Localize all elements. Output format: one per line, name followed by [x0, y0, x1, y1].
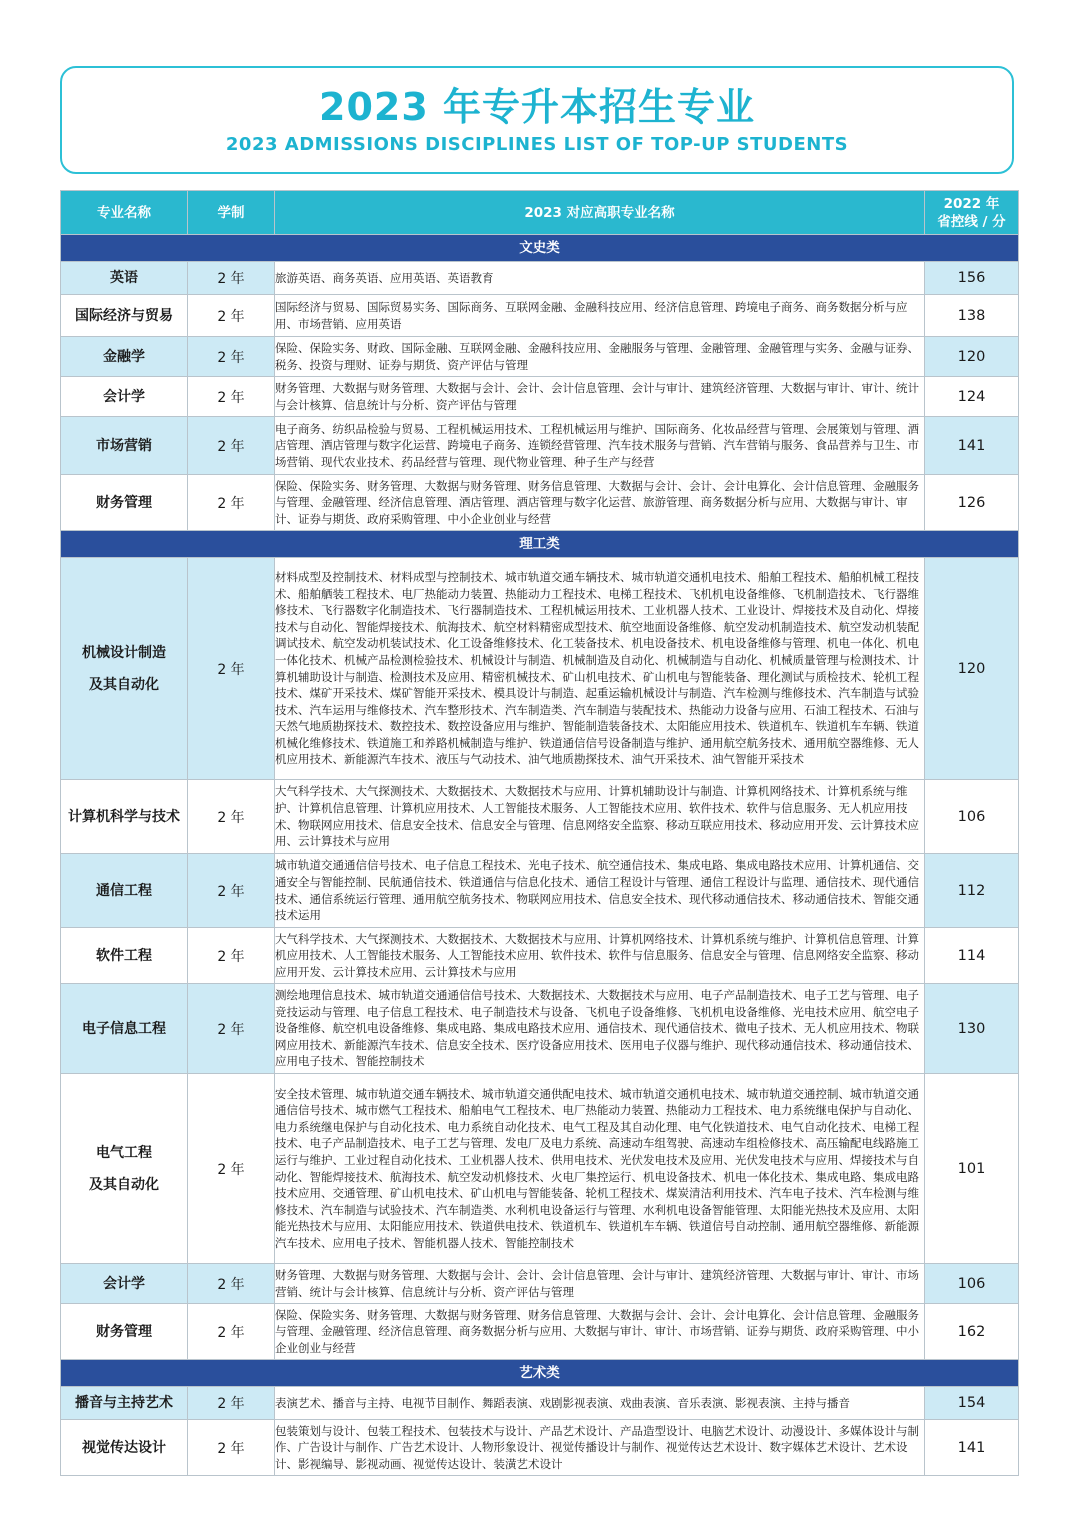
- page-title: 2023 年专升本招生专业: [319, 85, 755, 129]
- title-box: [60, 66, 1014, 174]
- category-label: 艺术类: [61, 1360, 1019, 1387]
- corresponding-majors: 旅游英语、商务英语、应用英语、英语教育: [275, 262, 925, 295]
- admissions-table: [60, 190, 1019, 1476]
- study-years: 2 年: [188, 1264, 275, 1304]
- corresponding-majors: 保险、保险实务、财政、国际金融、互联网金融、金融科技应用、金融服务与管理、金融管理、金融管理与实务、金融与证券、税务、投资与理财、证券与期货、资产评估与管理: [275, 337, 925, 377]
- page-subtitle: 2023 ADMISSIONS DISCIPLINES LIST OF TOP-UP STUDENTS: [225, 134, 849, 155]
- table-row: [61, 1264, 1019, 1304]
- control-score: 124: [925, 377, 1019, 417]
- control-score: 126: [925, 475, 1019, 531]
- table-row: [61, 984, 1019, 1074]
- study-years: 2 年: [188, 262, 275, 295]
- control-score: 130: [925, 984, 1019, 1074]
- category-row: [61, 235, 1019, 262]
- control-score: 141: [925, 1420, 1019, 1476]
- table-row: [61, 1420, 1019, 1476]
- control-score: 101: [925, 1074, 1019, 1264]
- study-years: 2 年: [188, 1074, 275, 1264]
- corresponding-majors: 大气科学技术、大气探测技术、大数据技术、大数据技术与应用、计算机辅助设计与制造、计算机网络技术、计算机系统与维护、计算机信息管理、计算机应用技术、人工智能技术服务、人工智能技术应用、软件技术、软件与信息服务、无人机应用技术、物联网应用技术、信息安全技术、信息安全与管理、信息网络安全监察、移动互联应用技术、移动应用开发、云计算技术应用、云计算技术与应用: [275, 780, 925, 854]
- study-years: 2 年: [188, 984, 275, 1074]
- major-name: 市场营销: [61, 417, 188, 475]
- major-name: 电气工程 及其自动化: [61, 1074, 188, 1264]
- corresponding-majors: 电子商务、纺织品检验与贸易、工程机械运用技术、工程机械运用与维护、国际商务、化妆品经营与管理、会展策划与管理、酒店管理、酒店管理与数字化运营、跨境电子商务、连锁经营管理、汽车技术服务与营销、汽车营销与服务、食品营养与卫生、市场营销、现代农业技术、药品经营与管理、现代物业管理、种子生产与经营: [275, 417, 925, 475]
- study-years: 2 年: [188, 854, 275, 928]
- table-row: [61, 295, 1019, 337]
- control-score: 120: [925, 558, 1019, 780]
- study-years: 2 年: [188, 337, 275, 377]
- control-score: 138: [925, 295, 1019, 337]
- table-row: [61, 417, 1019, 475]
- corresponding-majors: 大气科学技术、大气探测技术、大数据技术、大数据技术与应用、计算机网络技术、计算机系统与维护、计算机信息管理、计算机应用技术、人工智能技术服务、人工智能技术应用、软件技术、软件与信息服务、信息安全与管理、信息网络安全监察、移动应用开发、云计算技术应用、云计算技术与应用: [275, 928, 925, 984]
- corresponding-majors: 保险、保险实务、财务管理、大数据与财务管理、财务信息管理、大数据与会计、会计、会计电算化、会计信息管理、金融服务与管理、金融管理、经济信息管理、商务数据分析与应用、大数据与审计、审计、市场营销、证券与期货、政府采购管理、中小企业创业与经营: [275, 1304, 925, 1360]
- study-years: 2 年: [188, 780, 275, 854]
- table-row: [61, 780, 1019, 854]
- major-name: 电子信息工程: [61, 984, 188, 1074]
- header-name: 专业名称: [61, 191, 188, 235]
- header-majors: 2023 对应高职专业名称: [275, 191, 925, 235]
- corresponding-majors: 财务管理、大数据与财务管理、大数据与会计、会计、会计信息管理、会计与审计、建筑经济管理、大数据与审计、审计、统计与会计核算、信息统计与分析、资产评估与管理: [275, 377, 925, 417]
- major-name: 视觉传达设计: [61, 1420, 188, 1476]
- table-row: [61, 337, 1019, 377]
- category-label: 文史类: [61, 235, 1019, 262]
- category-label: 理工类: [61, 531, 1019, 558]
- study-years: 2 年: [188, 1304, 275, 1360]
- major-name: 会计学: [61, 377, 188, 417]
- major-name: 软件工程: [61, 928, 188, 984]
- control-score: 114: [925, 928, 1019, 984]
- control-score: 156: [925, 262, 1019, 295]
- corresponding-majors: 财务管理、大数据与财务管理、大数据与会计、会计、会计信息管理、会计与审计、建筑经济管理、大数据与审计、审计、市场营销、统计与会计核算、信息统计与分析、资产评估与管理: [275, 1264, 925, 1304]
- corresponding-majors: 安全技术管理、城市轨道交通车辆技术、城市轨道交通供配电技术、城市轨道交通机电技术、城市轨道交通控制、城市轨道交通通信信号技术、城市燃气工程技术、船舶电气工程技术、电厂热能动力装置、热能动力工程技术、电力系统继电保护与自动化、电力系统继电保护与自动化技术、电力系统自动化技术、电气工程及其自动化理、电气化铁道技术、电气自动化技术、电梯工程技术、电子产品制造技术、电子工艺与管理、发电厂及电力系统、高速动车组驾驶、高速动车组检修技术、高压输配电线路施工运行与维护、工业过程自动化技术、工业机器人技术、供用电技术、光伏发电技术及应用、光伏发电技术与应用、焊接技术与自动化、智能焊接技术、航海技术、航空发动机修技术、火电厂集控运行、机电设备技术、机电一体化技术、集成电路、集成电路技术应用、交通管理、矿山机电技术、矿山机电与智能装备、轮机工程技术、煤炭清洁利用技术、汽车电子技术、汽车检测与维修技术、汽车制造与试验技术、汽车制造类、水利机电设备运行与管理、水利机电设备智能管理、太阳能光热技术及应用、太阳能光热技术与应用、太阳能应用技术、铁道供电技术、铁道机车、铁道机车车辆、铁道信号自动控制、通用航空器维修、新能源汽车技术、应用电子技术、智能机器人技术、智能控制技术: [275, 1074, 925, 1264]
- category-row: [61, 1360, 1019, 1387]
- major-name: 金融学: [61, 337, 188, 377]
- control-score: 141: [925, 417, 1019, 475]
- study-years: 2 年: [188, 1387, 275, 1420]
- table-header-row: [61, 191, 1019, 235]
- table-row: [61, 928, 1019, 984]
- study-years: 2 年: [188, 417, 275, 475]
- corresponding-majors: 城市轨道交通通信信号技术、电子信息工程技术、光电子技术、航空通信技术、集成电路、集成电路技术应用、计算机通信、交通安全与智能控制、民航通信技术、铁道通信与信息化技术、通信工程设计与管理、通信工程设计与监理、通信技术、现代通信技术、通信系统运行管理、通用航空航务技术、物联网应用技术、信息安全技术、现代移动通信技术、移动通信技术、智能交通技术运用: [275, 854, 925, 928]
- major-name: 播音与主持艺术: [61, 1387, 188, 1420]
- study-years: 2 年: [188, 475, 275, 531]
- table-row: [61, 558, 1019, 780]
- control-score: 162: [925, 1304, 1019, 1360]
- major-name: 通信工程: [61, 854, 188, 928]
- study-years: 2 年: [188, 377, 275, 417]
- study-years: 2 年: [188, 928, 275, 984]
- control-score: 120: [925, 337, 1019, 377]
- major-name: 机械设计制造 及其自动化: [61, 558, 188, 780]
- table-row: [61, 1304, 1019, 1360]
- study-years: 2 年: [188, 1420, 275, 1476]
- table-row: [61, 1074, 1019, 1264]
- category-row: [61, 531, 1019, 558]
- corresponding-majors: 表演艺术、播音与主持、电视节目制作、舞蹈表演、戏剧影视表演、戏曲表演、音乐表演、影视表演、主持与播音: [275, 1387, 925, 1420]
- study-years: 2 年: [188, 295, 275, 337]
- corresponding-majors: 材料成型及控制技术、材料成型与控制技术、城市轨道交通车辆技术、城市轨道交通机电技术、船舶工程技术、船舶机械工程技术、船舶舾装工程技术、电厂热能动力装置、热能动力工程技术、电梯工程技术、飞机机电设备维修、飞机制造技术、飞行器维修技术、飞行器数字化制造技术、飞行器制造技术、工程机械运用技术、工业机器人技术、工业设计、焊接技术及自动化、焊接技术与自动化、智能焊接技术、航海技术、航空材料精密成型技术、航空地面设备维修、航空发动机制造技术、航空发动机装配调试技术、航空发动机装试技术、化工设备维修技术、化工装备技术、机电设备技术、机电设备维修与管理、机电一体化、机电一体化技术、机械产品检测检验技术、机械设计与制造、机械制造及自动化、机械制造与自动化、机械质量管理与检测技术、计算机辅助设计与制造、检测技术及应用、精密机械技术、矿山机电技术、矿山机电与智能装备、理化测试与质检技术、轮机工程技术、煤矿开采技术、煤矿智能开采技术、模具设计与制造、起重运输机械设计与制造、汽车检测与维修技术、汽车制造与试验技术、汽车运用与维修技术、汽车整形技术、汽车制造类、汽车制造与装配技术、热能动力设备与应用、石油工程技术、石油与天然气地质勘探技术、数控技术、数控设备应用与维护、智能制造装备技术、太阳能应用技术、铁道机车、铁道机车车辆、铁道机械化维修技术、铁道施工和养路机械制造与维护、铁道通信信号设备制造与维护、通用航空航务技术、通用航空器维修、无人机应用技术、新能源汽车技术、液压与气动技术、油气地质勘探技术、油气开采技术、油气智能开采技术: [275, 558, 925, 780]
- major-name: 财务管理: [61, 1304, 188, 1360]
- major-name: 英语: [61, 262, 188, 295]
- control-score: 106: [925, 1264, 1019, 1304]
- table-row: [61, 262, 1019, 295]
- corresponding-majors: 测绘地理信息技术、城市轨道交通通信信号技术、大数据技术、大数据技术与应用、电子产品制造技术、电子工艺与管理、电子竞技运动与管理、电子信息工程技术、电子制造技术与设备、飞机电子设备维修、飞机机电设备维修、光电技术应用、航空电子设备维修、航空机电设备维修、集成电路、集成电路技术应用、通信技术、现代通信技术、微电子技术、无人机应用技术、物联网应用技术、新能源汽车技术、信息安全技术、医疗设备应用技术、医用电子仪器与维护、现代移动通信技术、移动通信技术、应用电子技术、智能控制技术: [275, 984, 925, 1074]
- table-row: [61, 377, 1019, 417]
- control-score: 106: [925, 780, 1019, 854]
- corresponding-majors: 国际经济与贸易、国际贸易实务、国际商务、互联网金融、金融科技应用、经济信息管理、跨境电子商务、商务数据分析与应用、市场营销、应用英语: [275, 295, 925, 337]
- major-name: 计算机科学与技术: [61, 780, 188, 854]
- table-body: [61, 235, 1019, 1476]
- corresponding-majors: 保险、保险实务、财务管理、大数据与财务管理、财务信息管理、大数据与会计、会计、会计电算化、会计信息管理、金融服务与管理、金融管理、经济信息管理、酒店管理、酒店管理与数字化运营、旅游管理、商务数据分析与应用、大数据与审计、审计、证券与期货、政府采购管理、中小企业创业与经营: [275, 475, 925, 531]
- control-score: 154: [925, 1387, 1019, 1420]
- major-name: 会计学: [61, 1264, 188, 1304]
- corresponding-majors: 包装策划与设计、包装工程技术、包装技术与设计、产品艺术设计、产品造型设计、电脑艺术设计、动漫设计、多媒体设计与制作、广告设计与制作、广告艺术设计、人物形象设计、视觉传播设计与制作、视觉传达艺术设计、数字媒体艺术设计、艺术设计、影视编导、影视动画、视觉传达设计、装潢艺术设计: [275, 1420, 925, 1476]
- header-score: 2022 年 省控线 / 分: [925, 191, 1019, 235]
- header-years: 学制: [188, 191, 275, 235]
- study-years: 2 年: [188, 558, 275, 780]
- control-score: 112: [925, 854, 1019, 928]
- major-name: 财务管理: [61, 475, 188, 531]
- table-row: [61, 1387, 1019, 1420]
- major-name: 国际经济与贸易: [61, 295, 188, 337]
- table-row: [61, 475, 1019, 531]
- table-row: [61, 854, 1019, 928]
